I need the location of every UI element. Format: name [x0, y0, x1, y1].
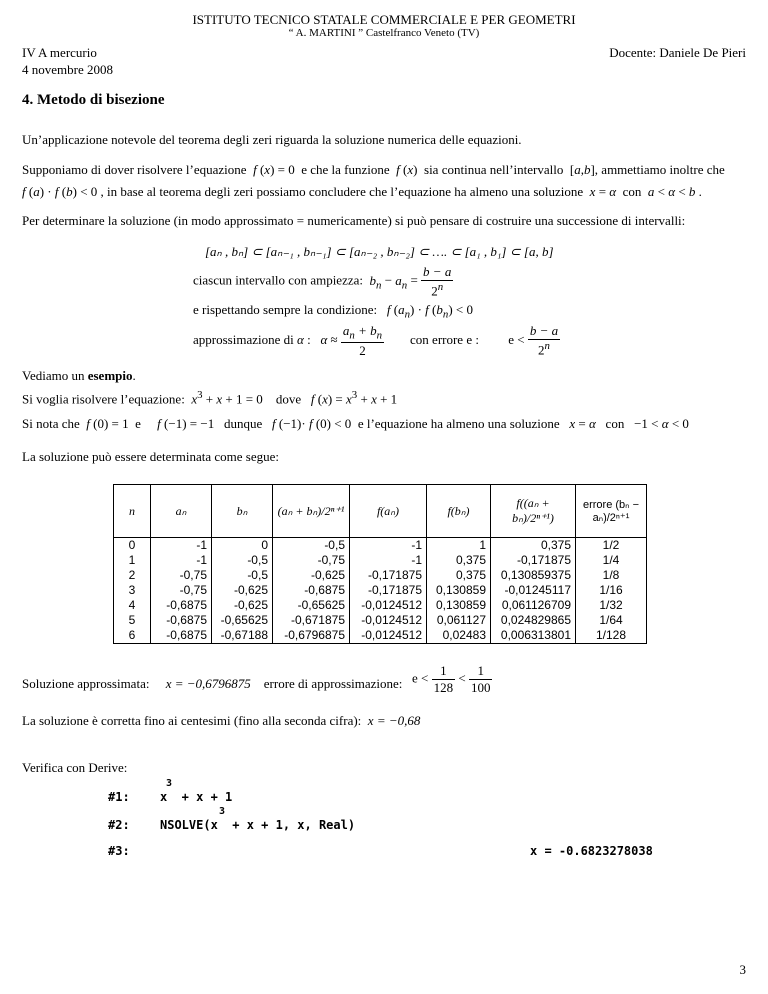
table-cell: -1 — [350, 553, 427, 568]
table-cell: -0,6875 — [151, 613, 212, 628]
table-cell: 4 — [114, 598, 151, 613]
derive-line-2-label: #2: — [108, 818, 130, 832]
col-n: n — [114, 485, 151, 538]
derive-label: Verifica con Derive: — [22, 760, 128, 775]
paragraph-1: Un’applicazione notevole del teorema degli zeri riguarda la soluzione numerica delle equazioni. — [22, 132, 522, 147]
table-cell: -0,75 — [273, 553, 350, 568]
condition-width: ciascun intervallo con ampiezza: $b_n - a_n$ = $\frac{b - a}{2^n}$ — [193, 264, 452, 299]
section-title: 4. Metodo di bisezione — [22, 92, 165, 108]
table-cell: -1 — [151, 553, 212, 568]
table-row — [114, 568, 647, 583]
table-cell: -0,625 — [212, 583, 273, 598]
table-cell: 1/128 — [576, 628, 647, 644]
table-cell: -0,171875 — [350, 568, 427, 583]
table-cell: 6 — [114, 628, 151, 644]
table-cell: -0,0124512 — [350, 613, 427, 628]
table-cell: 0 — [212, 538, 273, 554]
table-cell: 0,024829865 — [491, 613, 576, 628]
derive-line-3-label: #3: — [108, 844, 130, 858]
col-bn: bₙ — [212, 485, 273, 538]
correctness-line: La soluzione è corretta fino ai centesimi (fino alla seconda cifra): x = −0,68 — [22, 713, 421, 728]
paragraph-4: Per determinare la soluzione (in modo approssimato = numericamente) si può pensare di costruire una successione di intervalli: — [22, 213, 686, 228]
condition-approx: approssimazione di α : α ≈ $\frac{a_n + b_n}{2}$ con errore e : e < $\frac{b - a}{2^n}$ — [193, 323, 559, 358]
teacher-label: Docente: Daniele De Pieri — [609, 45, 746, 60]
table-cell: -0,671875 — [273, 613, 350, 628]
table-cell: 0,375 — [491, 538, 576, 554]
table-cell: -0,67188 — [212, 628, 273, 644]
table-cell: 1/64 — [576, 613, 647, 628]
school-location: “ A. MARTINI ” Castelfranco Veneto (TV) — [288, 27, 480, 39]
table-cell: -0,65625 — [273, 598, 350, 613]
table-cell: -0,5 — [273, 538, 350, 554]
table-cell: -0,6875 — [273, 583, 350, 598]
table-cell: 3 — [114, 583, 151, 598]
table-cell: 0,130859 — [427, 598, 491, 613]
solution-line: Soluzione approssimata: x = −0,6796875 errore di approssimazione: — [22, 676, 403, 691]
error-bound: e < $\frac{1}{128}$ < $\frac{1}{100}$ — [412, 663, 491, 695]
table-row — [114, 583, 647, 598]
paragraph-3: f (a) · f (b) < 0 , in base al teorema degli zeri possiamo concludere che l’equazione ha almeno una soluzione x = α con a < α < b . — [22, 184, 702, 199]
table-row — [114, 628, 647, 644]
table-cell: 0,375 — [427, 553, 491, 568]
table-cell: -0,75 — [151, 568, 212, 583]
derive-line-3-result: x = -0.6823278038 — [530, 844, 653, 858]
table-cell: -0,171875 — [491, 553, 576, 568]
date-label: 4 novembre 2008 — [22, 62, 113, 77]
table-row — [114, 553, 647, 568]
table-cell: 1 — [427, 538, 491, 554]
table-cell: -0,0124512 — [350, 598, 427, 613]
col-an: aₙ — [151, 485, 212, 538]
table-cell: 0,375 — [427, 568, 491, 583]
table-cell: -0,65625 — [212, 613, 273, 628]
table-cell: 1 — [114, 553, 151, 568]
table-cell: 0,061126709 — [491, 598, 576, 613]
col-mid: (aₙ + bₙ)/2ⁿ⁺¹ — [273, 485, 350, 538]
table-cell: 0,061127 — [427, 613, 491, 628]
table-cell: -1 — [151, 538, 212, 554]
table-cell: -1 — [350, 538, 427, 554]
table-cell: 1/16 — [576, 583, 647, 598]
school-name: ISTITUTO TECNICO STATALE COMMERCIALE E PER GEOMETRI — [192, 12, 576, 27]
example-intro: Vediamo un esempio. — [22, 368, 136, 383]
table-cell: 0,02483 — [427, 628, 491, 644]
table-cell: -0,171875 — [350, 583, 427, 598]
table-cell: 0,006313801 — [491, 628, 576, 644]
example-check: Si nota che f (0) = 1 e f (−1) = −1 dunque f (−1)· f (0) < 0 e l’equazione ha almeno una soluzione x = α con −1 < α < 0 — [22, 416, 689, 431]
col-fan: f(aₙ) — [350, 485, 427, 538]
table-cell: 0,130859375 — [491, 568, 576, 583]
table-cell: -0,6875 — [151, 628, 212, 644]
table-row — [114, 598, 647, 613]
table-cell: -0,625 — [212, 598, 273, 613]
table-cell: -0,5 — [212, 553, 273, 568]
col-fbn: f(bₙ) — [427, 485, 491, 538]
example-equation: Si voglia risolvere l’equazione: $x^3 + x + 1 = 0$ dove f $(x) = x^3 + x + 1$ — [22, 389, 398, 407]
derive-line-2-exponent: 3 — [219, 806, 226, 817]
derive-line-2-expr: NSOLVE(x + x + 1, x, Real) — [160, 818, 356, 832]
table-row — [114, 538, 647, 554]
table-cell: 1/2 — [576, 538, 647, 554]
table-cell: 1/32 — [576, 598, 647, 613]
table-cell: 0 — [114, 538, 151, 554]
table-cell: -0,625 — [273, 568, 350, 583]
table-intro: La soluzione può essere determinata come segue: — [22, 449, 280, 464]
interval-chain: [aₙ , bₙ] ⊂ [aₙ₋₁ , bₙ₋₁] ⊂ [aₙ₋₂ , bₙ₋₂] ⊂ …. ⊂ [a₁ , b₁] ⊂ [a, b] — [205, 244, 554, 259]
page-number: 3 — [739, 962, 746, 977]
paragraph-2: Supponiamo di dover risolvere l’equazione f (x) = 0 e che la funzione f (x) sia continua nell’intervallo [a,b], ammettiamo inoltre che — [22, 162, 725, 177]
table-cell: -0,75 — [151, 583, 212, 598]
derive-line-1-exponent: 3 — [166, 778, 173, 789]
table-cell: -0,5 — [212, 568, 273, 583]
table-cell: 5 — [114, 613, 151, 628]
col-fmid: f((aₙ + bₙ)/2ⁿ⁺¹) — [491, 485, 576, 538]
table-cell: -0,0124512 — [350, 628, 427, 644]
table-row — [114, 613, 647, 628]
table-cell: -0,6796875 — [273, 628, 350, 644]
table-cell: 1/4 — [576, 553, 647, 568]
table-cell: -0,6875 — [151, 598, 212, 613]
class-label: IV A mercurio — [22, 45, 97, 60]
condition-sign: e rispettando sempre la condizione: f $(a_n) \cdot f$ $(b_n) < 0$ — [193, 302, 473, 321]
derive-line-1-label: #1: — [108, 790, 130, 804]
table-cell: 2 — [114, 568, 151, 583]
table-cell: -0,01245117 — [491, 583, 576, 598]
bisection-table — [113, 484, 647, 644]
table-cell: 1/8 — [576, 568, 647, 583]
table-cell: 0,130859 — [427, 583, 491, 598]
col-error: errore (bₙ − aₙ)/2ⁿ⁺¹ — [576, 485, 647, 538]
derive-line-1-expr: x + x + 1 — [160, 790, 233, 804]
